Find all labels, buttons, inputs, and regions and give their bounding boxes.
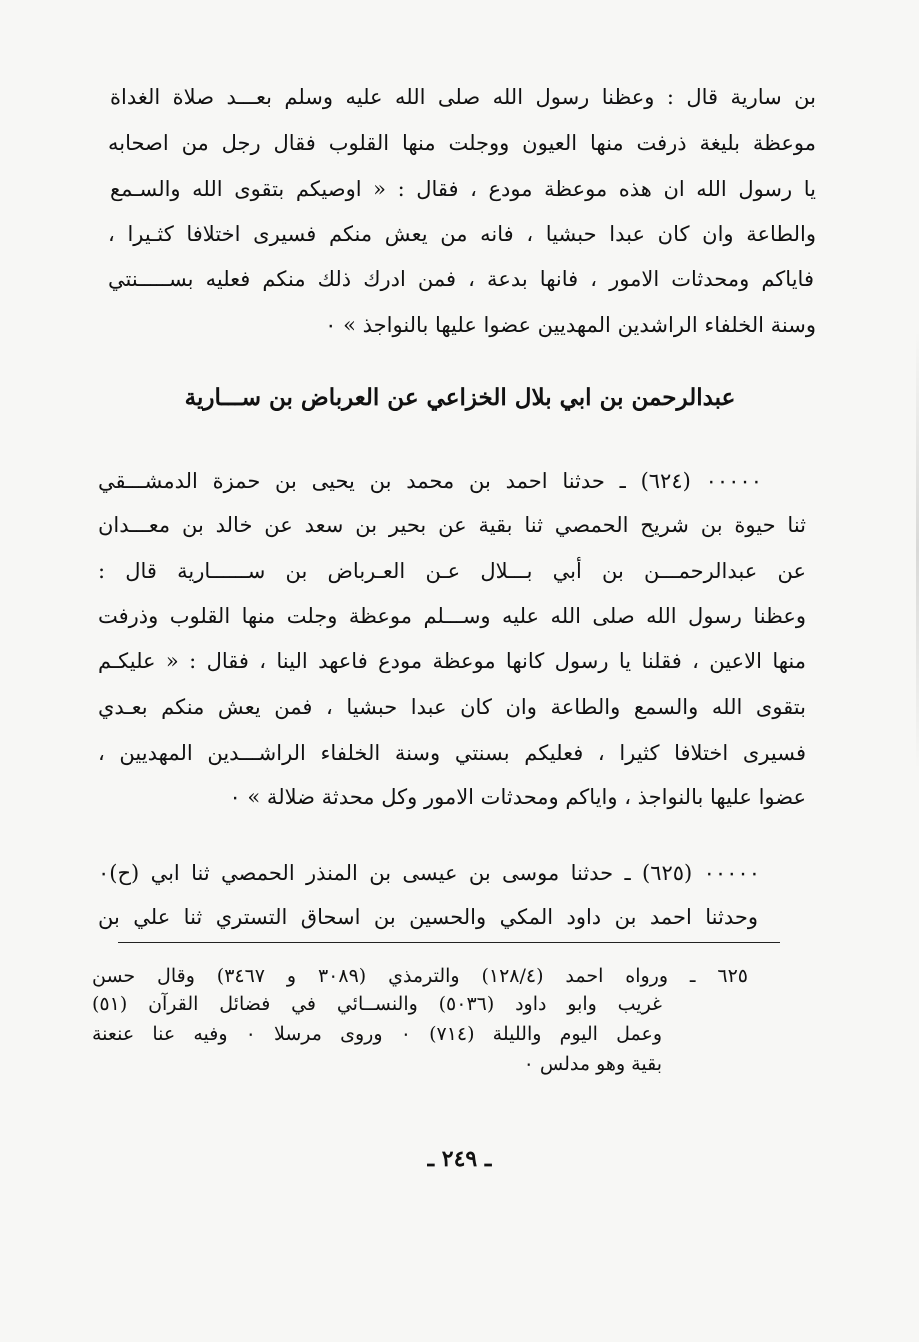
hadith-624-line: بتقوى الله والسمع والطاعة وان كان عبدا حبشيا ، فمن يعش منكم بعـدي xyxy=(98,695,806,719)
hadith-625-line: وحدثنا احمد بن داود المكي والحسين بن اسحاق التستري ثنا علي بن xyxy=(98,905,758,929)
hadith-624-line: ٠٠٠٠٠ (٦٢٤) ـ حدثنا احمد بن محمد بن يحيى بن حمزة الدمشـــقي xyxy=(98,469,762,493)
footnote-line: وعمل اليوم والليلة (٧١٤) ٠ وروى مرسلا ٠ وفيه عنا عنعنة xyxy=(92,1023,662,1045)
hadith-624-line: منها الاعين ، فقلنا يا رسول كانها موعظة مودع فاعهد الينا ، فقال : « عليكـم xyxy=(98,649,806,673)
footnote-separator xyxy=(118,942,780,943)
hadith-625-line: ٠٠٠٠٠ (٦٢٥) ـ حدثنا موسى بن عيسى بن المنذر الحمصي ثنا ابي (ح)٠ xyxy=(98,861,760,885)
paragraph-1-line: فاياكم ومحدثات الامور ، فانها بدعة ، فمن ادرك ذلك منكم فعليه بســـــنتي xyxy=(108,267,814,291)
hadith-624-line: عن عبدالرحمـــن بن أبي بـــلال عـن العـرباض بن ســــــارية قال : xyxy=(98,559,806,583)
footnote-line: بقية وهو مدلس ٠ xyxy=(523,1053,662,1075)
paragraph-1-line: يا رسول الله ان هذه موعظة مودع ، فقال : « اوصيكم بتقوى الله والسـمع xyxy=(110,177,816,201)
footnote-line: ٦٢٥ ـ ورواه احمد (١٢٨/٤) والترمذي (٣٠٨٩ و ٣٤٦٧) وقال حسن xyxy=(92,965,748,987)
hadith-624-line: عضوا عليها بالنواجذ ، واياكم ومحدثات الامور وكل محدثة ضلالة » ٠ xyxy=(229,785,806,809)
page-number: ـ ٢٤٩ ـ xyxy=(427,1146,492,1172)
section-heading: عبدالرحمن بن ابي بلال الخزاعي عن العرباض بن ســـارية xyxy=(184,384,736,411)
paragraph-1-line: موعظة بليغة ذرفت منها العيون ووجلت منها القلوب فقال رجل من اصحابه xyxy=(108,131,816,155)
hadith-624-line: وعظنا رسول الله صلى الله عليه وســـلم موعظة وجلت منها القلوب وذرفت xyxy=(98,604,806,628)
hadith-624-line: فسيرى اختلافا كثيرا ، فعليكم بسنتي وسنة الخلفاء الراشـــدين المهديين ، xyxy=(98,741,806,765)
hadith-624-line: ثنا حيوة بن شريح الحمصي ثنا بقية عن بحير بن سعد عن خالد بن معـــدان xyxy=(98,513,806,537)
footnote-line: غريب وابو داود (٥٠٣٦) والنســائي في فضائل القرآن (٥١) xyxy=(92,993,662,1015)
paragraph-1-line: بن سارية قال : وعظنا رسول الله صلى الله عليه وسلم بعـــد صلاة الغداة xyxy=(110,85,816,109)
paragraph-1-line: وسنة الخلفاء الراشدين المهديين عضوا عليها بالنواجذ » ٠ xyxy=(325,313,816,337)
paragraph-1-line: والطاعة وان كان عبدا حبشيا ، فانه من يعش منكم فسيرى اختلافا كثـيرا ، xyxy=(108,222,816,246)
